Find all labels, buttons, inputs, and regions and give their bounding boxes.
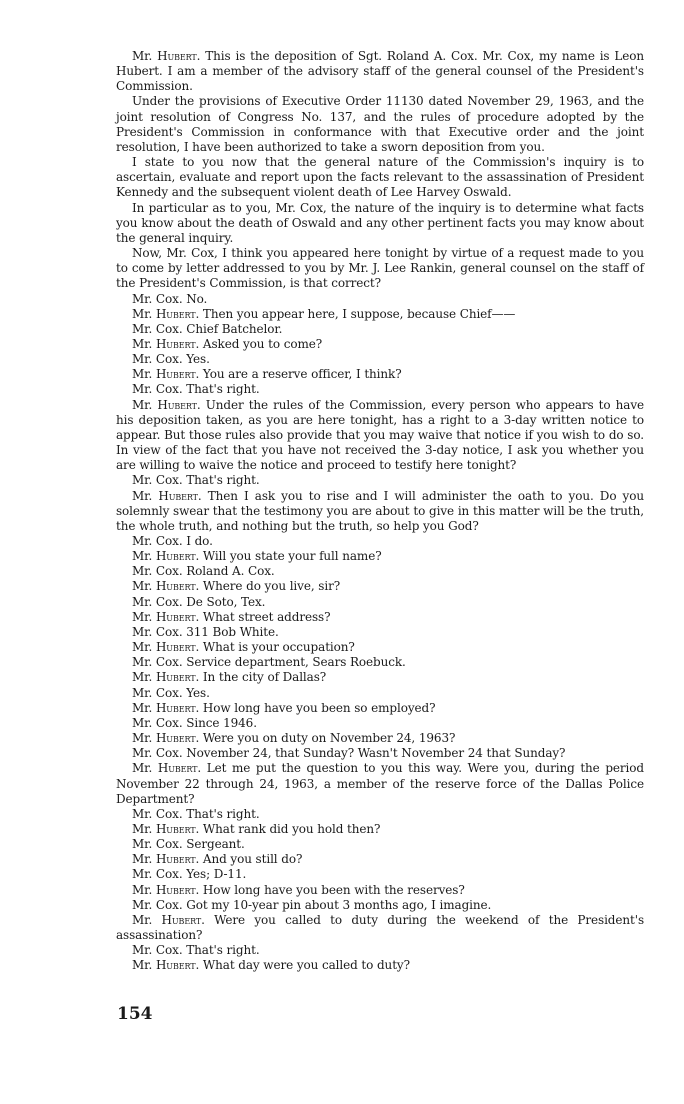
paragraph [116,898,644,913]
paragraph [116,867,644,882]
speaker-name: Hubert [155,579,196,594]
paragraph [116,292,644,307]
paragraph [116,352,644,367]
speaker-label: Mr. Cox [132,321,179,336]
speaker-label: Mr. [132,670,156,685]
paragraph [116,670,644,685]
speaker-label: Mr. Cox [132,291,179,306]
speaker-label: Mr. Cox [132,746,179,761]
speaker-label: Mr. [132,609,156,624]
paragraph-text: . November 24, that Sunday? Wasn't November 24 that Sunday? [178,746,566,761]
speaker-label: Mr. Cox [132,594,179,609]
paragraph-text: . De Soto, Tex. [178,594,266,609]
speaker-label: Mr. [132,488,159,503]
paragraph [116,943,644,958]
paragraph-text: . 311 Bob White. [178,624,279,639]
paragraph-text: . Asked you to come? [195,336,323,351]
speaker-name: Hubert [155,336,196,351]
paragraph [116,686,644,701]
speaker-label: Mr. [132,49,158,63]
speaker-label: Mr. Cox [132,655,179,670]
paragraph-text: . Yes. [178,685,210,700]
speaker-name: Hubert [161,912,202,927]
speaker-label: Mr. [132,882,156,897]
speaker-label: Mr. Cox [132,837,179,852]
paragraph-text: . No. [178,291,208,306]
paragraph-text: Now, Mr. Cox, I think you appeared here tonight by virtue of a request made to you to come by letter addressed to you by Mr. J. Lee Rankin, general counsel on the staff of the President's Commission, is that correct? [116,246,644,291]
paragraph-text: . In the city of Dallas? [195,670,327,685]
paragraph [116,595,644,610]
speaker-label: Mr. Cox [132,352,179,367]
paragraph-text: . Let me put the question to you this way. Were you, during the period November 22 through 24, 1963, a member of the reserve force of the Dallas Police Department? [116,761,644,806]
speaker-label: Mr. Cox [132,943,179,958]
speaker-label: Mr. [132,731,156,746]
speaker-name: Hubert [155,731,196,746]
paragraph-text: . That's right. [178,382,260,397]
paragraph-text: . Were you called to duty during the weekend of the President's assassination? [116,912,644,943]
paragraph-text: . Under the rules of the Commission, every person who appears to have his deposition taken, as you are here tonight, has a right to a 3-day written notice to appear. But those rules also provide that you may waive that notice if you wish to do so. In view of the fact that you have not received the 3-day notice, I ask you whether you are willing to waive the notice and proceed to testify here tonight? [116,397,645,473]
speaker-name: Hubert [155,640,196,655]
paragraph [116,337,644,352]
paragraph [116,807,644,822]
paragraph [116,625,644,640]
paragraph-text: . Chief Batchelor. [178,321,283,336]
page-number: 154 [117,1004,153,1024]
paragraph-text: . Got my 10-year pin about 3 months ago, I imagine. [178,897,492,912]
speaker-label: Mr. Cox [132,806,179,821]
paragraph-text: . I do. [178,534,213,548]
speaker-label: Mr. Cox [132,867,179,882]
paragraph-text: . Where do you live, sir? [195,579,341,594]
paragraph-text: . How long have you been so employed? [195,700,436,715]
paragraph-text: . And you still do? [195,852,303,867]
speaker-label: Mr. [132,640,156,655]
paragraph [116,398,644,474]
paragraph-text: . Since 1946. [178,715,257,730]
paragraph [116,473,644,488]
paragraph-text: . That's right. [178,806,260,821]
paragraph-text: . What is your occupation? [195,640,355,655]
paragraph-text: I state to you now that the general nature of the Commission's inquiry is to ascertain, evaluate and report upon the facts relevant to the assassination of President Kennedy and the subsequent violent death of Lee Harvey Oswald. [116,155,644,200]
paragraph [116,49,644,94]
speaker-label: Mr. Cox [132,715,179,730]
speaker-name: Hubert [155,958,196,973]
paragraph-text: . Then you appear here, I suppose, because Chief—— [195,306,516,321]
speaker-name: Hubert [155,852,196,867]
paragraph-text: . Roland A. Cox. [178,564,275,579]
paragraph [116,716,644,731]
paragraph [116,307,644,322]
paragraph [116,94,644,155]
paragraph-text: . That's right. [178,473,260,488]
body-text [116,49,644,974]
speaker-name: Hubert [157,49,197,63]
paragraph-text: . What street address? [195,609,331,624]
paragraph [116,837,644,852]
speaker-name: Hubert [155,367,196,382]
speaker-label: Mr. [132,958,156,973]
paragraph [116,322,644,337]
paragraph-text: . Service department, Sears Roebuck. [178,655,406,670]
speaker-label: Mr. [132,397,158,412]
paragraph-text: . Then I ask you to rise and I will administer the oath to you. Do you solemnly swear that the testimony you are about to give in this matter will be the truth, the whole truth, and nothing but the truth, so help you God? [116,488,644,533]
speaker-name: Hubert [155,609,196,624]
paragraph-text: . Sergeant. [178,837,245,852]
paragraph [116,761,644,806]
paragraph [116,913,644,943]
speaker-label: Mr. [132,761,158,776]
speaker-name: Hubert [155,882,196,897]
paragraph [116,822,644,837]
paragraph-text: . Will you state your full name? [195,549,382,564]
paragraph [116,610,644,625]
paragraph [116,655,644,670]
speaker-label: Mr. [132,912,162,927]
paragraph [116,534,644,549]
paragraph [116,201,644,246]
paragraph [116,883,644,898]
speaker-name: Hubert [158,488,198,503]
paragraph [116,489,644,534]
paragraph [116,852,644,867]
speaker-label: Mr. Cox [132,473,179,488]
paragraph-text: . How long have you been with the reserves? [195,882,465,897]
paragraph [116,958,644,973]
paragraph [116,640,644,655]
paragraph-text: . Yes. [178,352,210,367]
paragraph-text: Under the provisions of Executive Order 11130 dated November 29, 1963, and the joint resolution of Congress No. 137, and the rules of procedure adopted by the President's Commission in conformance with that Executive order and the joint resolution, I have been authorized to take a sworn deposition from you. [116,94,644,154]
speaker-label: Mr. Cox [132,897,179,912]
speaker-label: Mr. Cox [132,534,179,548]
paragraph [116,746,644,761]
paragraph [116,579,644,594]
paragraph [116,367,644,382]
paragraph-text: . You are a reserve officer, I think? [195,367,402,382]
speaker-label: Mr. [132,306,156,321]
paragraph-text: . What day were you called to duty? [195,958,410,973]
speaker-label: Mr. [132,852,156,867]
speaker-label: Mr. [132,700,156,715]
speaker-label: Mr. [132,336,156,351]
speaker-label: Mr. Cox [132,564,179,579]
paragraph [116,382,644,397]
paragraph [116,731,644,746]
speaker-name: Hubert [155,306,196,321]
paragraph [116,246,644,291]
paragraph [116,564,644,579]
paragraph [116,701,644,716]
paragraph-text: . Yes; D-11. [178,867,247,882]
speaker-label: Mr. Cox [132,624,179,639]
speaker-label: Mr. [132,821,156,836]
paragraph [116,155,644,200]
paragraph [116,549,644,564]
speaker-label: Mr. [132,579,156,594]
paragraph-text: . What rank did you hold then? [195,821,381,836]
speaker-name: Hubert [157,761,198,776]
speaker-name: Hubert [155,700,196,715]
speaker-label: Mr. [132,549,156,564]
paragraph-text: . That's right. [178,943,260,958]
speaker-label: Mr. Cox [132,685,179,700]
speaker-label: Mr. [132,367,156,382]
speaker-name: Hubert [155,549,196,564]
speaker-name: Hubert [157,397,197,412]
paragraph-text: . Were you on duty on November 24, 1963? [195,731,456,746]
paragraph-text: In particular as to you, Mr. Cox, the nature of the inquiry is to determine what facts you know about the death of Oswald and any other pertinent facts you may know about the general inquiry. [116,200,644,245]
speaker-label: Mr. Cox [132,382,179,397]
paragraph-text: . This is the deposition of Sgt. Roland A. Cox. Mr. Cox, my name is Leon Hubert. I am a member of the advisory staff of the general counsel of the President's Commission. [116,49,644,94]
speaker-name: Hubert [155,821,196,836]
speaker-name: Hubert [155,670,196,685]
